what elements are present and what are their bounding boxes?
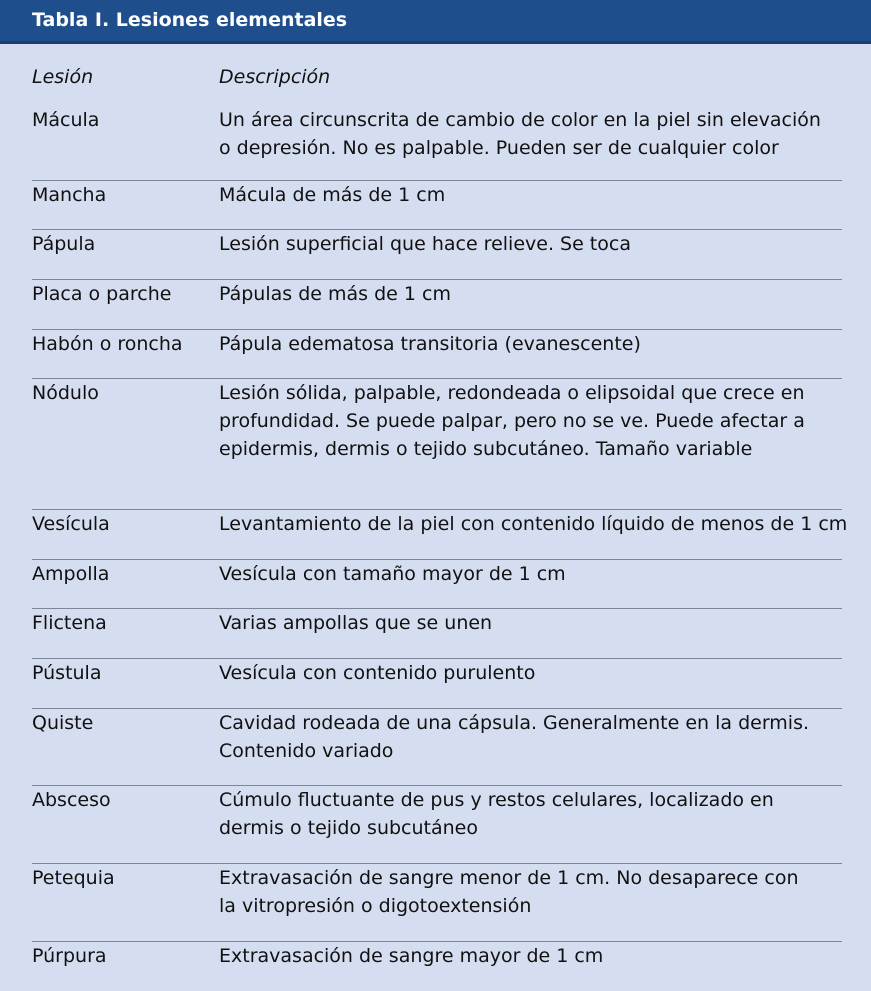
description-line: Pápulas de más de 1 cm bbox=[219, 283, 451, 305]
lesions-table bbox=[32, 44, 848, 991]
cell-description bbox=[219, 230, 849, 258]
cell-description bbox=[219, 510, 849, 538]
cell-lesion: Pústula bbox=[32, 662, 102, 684]
cell-lesion: Flictena bbox=[32, 612, 107, 634]
header-lesion: Lesión bbox=[32, 66, 94, 88]
description-line: Varias ampollas que se unen bbox=[219, 612, 493, 634]
cell-description bbox=[219, 330, 849, 358]
table-row bbox=[32, 609, 842, 659]
cell-lesion: Absceso bbox=[32, 789, 111, 811]
cell-description bbox=[219, 280, 849, 308]
description-line: Vesícula con contenido purulento bbox=[219, 662, 536, 684]
cell-lesion: Placa o parche bbox=[32, 283, 172, 305]
table-row bbox=[32, 864, 842, 942]
cell-description bbox=[219, 609, 849, 637]
cell-lesion: Mácula bbox=[32, 109, 100, 131]
table-row bbox=[32, 942, 842, 991]
description-line: Extravasación de sangre mayor de 1 cm bbox=[219, 945, 604, 967]
description-line: Vesícula con tamaño mayor de 1 cm bbox=[219, 563, 566, 585]
description-line: la vitropresión o digotoextensión bbox=[219, 895, 532, 917]
cell-description bbox=[219, 181, 849, 209]
table-row bbox=[32, 560, 842, 609]
description-line: Levantamiento de la piel con contenido líquido de menos de 1 cm bbox=[219, 513, 848, 535]
cell-lesion: Petequia bbox=[32, 867, 115, 889]
cell-description bbox=[219, 786, 849, 842]
cell-lesion: Púrpura bbox=[32, 945, 107, 967]
description-line: o depresión. No es palpable. Pueden ser de cualquier color bbox=[219, 137, 779, 159]
description-line: Extravasación de sangre menor de 1 cm. No desaparece con bbox=[219, 867, 799, 889]
header-description: Descripción bbox=[219, 66, 331, 88]
cell-lesion: Habón o roncha bbox=[32, 333, 183, 355]
table-row bbox=[32, 181, 842, 230]
description-line: Lesión sólida, palpable, redondeada o elipsoidal que crece en bbox=[219, 382, 805, 404]
table-row bbox=[32, 280, 842, 330]
table-row bbox=[32, 330, 842, 379]
description-line: dermis o tejido subcutáneo bbox=[219, 817, 478, 839]
description-line: Mácula de más de 1 cm bbox=[219, 184, 446, 206]
cell-description bbox=[219, 560, 849, 588]
cell-lesion: Ampolla bbox=[32, 563, 110, 585]
table-header-row bbox=[32, 44, 842, 106]
cell-description bbox=[219, 942, 849, 970]
table-title-bar bbox=[0, 0, 871, 44]
description-line: Cavidad rodeada de una cápsula. Generalmente en la dermis. bbox=[219, 712, 810, 734]
cell-lesion: Pápula bbox=[32, 233, 96, 255]
cell-lesion: Vesícula bbox=[32, 513, 110, 535]
table-title: Tabla I. Lesiones elementales bbox=[32, 9, 348, 31]
description-line: Cúmulo fluctuante de pus y restos celulares, localizado en bbox=[219, 789, 774, 811]
cell-description bbox=[219, 106, 849, 162]
description-line: Pápula edematosa transitoria (evanescente) bbox=[219, 333, 641, 355]
cell-lesion: Nódulo bbox=[32, 382, 99, 404]
table-row bbox=[32, 106, 842, 181]
table-row bbox=[32, 659, 842, 709]
table-row bbox=[32, 786, 842, 864]
description-line: epidermis, dermis o tejido subcutáneo. Tamaño variable bbox=[219, 438, 753, 460]
cell-lesion: Quiste bbox=[32, 712, 94, 734]
description-line: Lesión superficial que hace relieve. Se toca bbox=[219, 233, 631, 255]
table-row bbox=[32, 230, 842, 280]
table-row bbox=[32, 709, 842, 786]
table-body bbox=[32, 106, 848, 991]
description-line: Contenido variado bbox=[219, 740, 394, 762]
cell-description bbox=[219, 379, 849, 463]
cell-description bbox=[219, 709, 849, 765]
description-line: Un área circunscrita de cambio de color en la piel sin elevación bbox=[219, 109, 821, 131]
table-row bbox=[32, 510, 848, 560]
cell-description bbox=[219, 659, 849, 687]
cell-description bbox=[219, 864, 849, 920]
cell-lesion: Mancha bbox=[32, 184, 107, 206]
table-row bbox=[32, 379, 842, 510]
description-line: profundidad. Se puede palpar, pero no se ve. Puede afectar a bbox=[219, 410, 805, 432]
